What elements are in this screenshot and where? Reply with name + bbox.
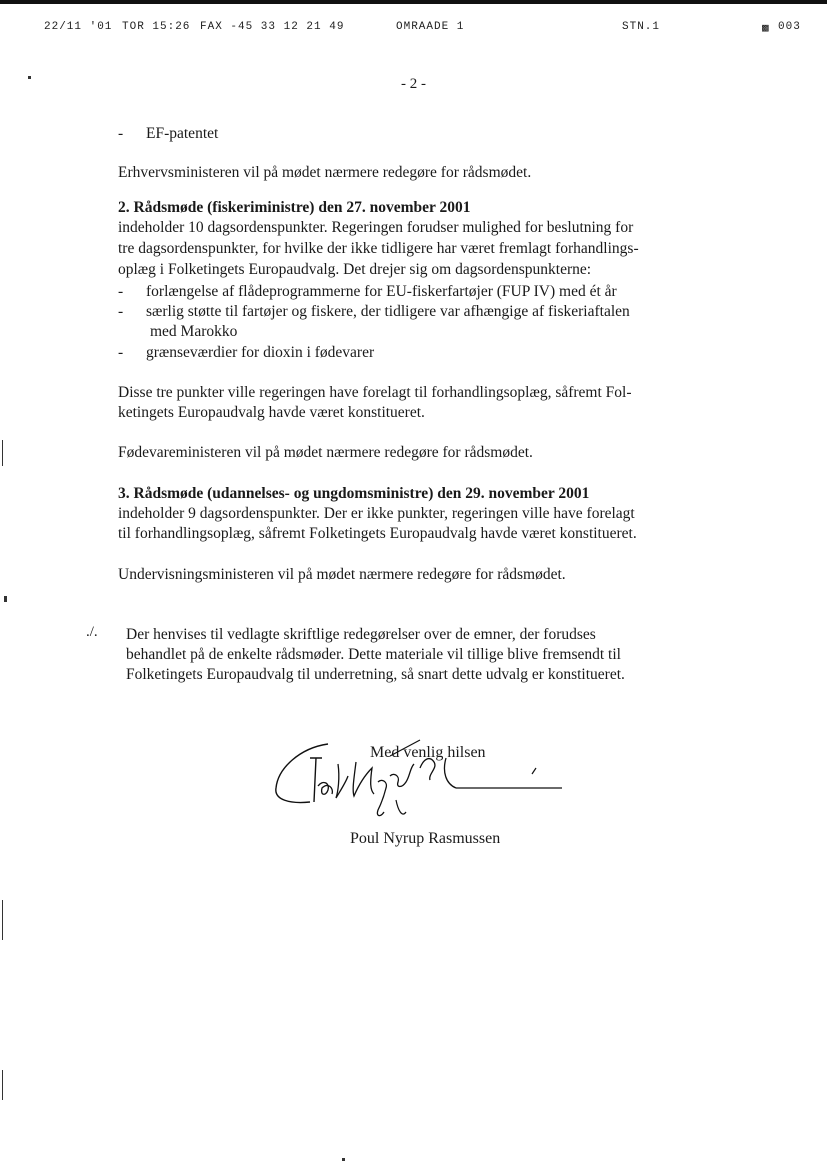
top-rule xyxy=(0,0,827,4)
paragraph-line: Disse tre punkter ville regeringen have forelagt til forhandlingsoplæg, såfremt Fol- xyxy=(118,384,632,401)
fax-number: FAX -45 33 12 21 49 xyxy=(200,21,345,33)
paragraph-line: Folketingets Europaudvalg til underretning, så snart dette udvalg er konstitueret. xyxy=(126,666,625,683)
fax-receiver: STN.1 xyxy=(622,21,661,33)
fax-page: 003 xyxy=(778,21,801,33)
handwritten-signature xyxy=(270,738,570,828)
paragraph: Fødevareministeren vil på mødet nærmere redegøre for rådsmødet. xyxy=(118,444,533,461)
list-dash: - xyxy=(118,125,124,142)
scan-speck xyxy=(28,76,31,79)
fax-day-time: TOR 15:26 xyxy=(122,21,191,33)
paragraph-line: indeholder 9 dagsordenspunkter. Der er ikke punkter, regeringen ville have forelagt xyxy=(118,505,635,522)
scan-speck xyxy=(2,440,3,466)
list-item-text: grænseværdier for dioxin i fødevarer xyxy=(146,344,375,361)
enclosure-mark: ./. xyxy=(86,624,98,640)
paragraph-line: indeholder 10 dagsordenspunkter. Regeringen forudser mulighed for beslutning for xyxy=(118,219,634,236)
fax-date: 22/11 '01 xyxy=(44,21,113,33)
fax-page-icon: ▩ xyxy=(762,23,770,35)
section-heading: 3. Rådsmøde (udannelses- og ungdomsministre) den 29. november 2001 xyxy=(118,485,590,502)
fax-sender: OMRAADE 1 xyxy=(396,21,465,33)
closing-greeting: Med venlig hilsen xyxy=(370,744,486,761)
paragraph-line: Der henvises til vedlagte skriftlige redegørelser over de emner, der forudses xyxy=(126,626,596,643)
list-item-text: særlig støtte til fartøjer og fiskere, der tidligere var afhængige af fiskeriaftalen xyxy=(146,303,630,320)
paragraph: Erhvervsministeren vil på mødet nærmere redegøre for rådsmødet. xyxy=(118,164,532,181)
paragraph-line: behandlet på de enkelte rådsmøder. Dette materiale vil tillige blive fremsendt til xyxy=(126,646,621,663)
paragraph-line: til forhandlingsoplæg, såfremt Folketingets Europaudvalg havde været konstitueret. xyxy=(118,525,637,542)
list-item-text: EF-patentet xyxy=(146,125,219,142)
scan-speck xyxy=(4,596,7,602)
scan-speck xyxy=(2,900,3,940)
scan-speck xyxy=(2,1070,3,1100)
paragraph: Undervisningsministeren vil på mødet nærmere redegøre for rådsmødet. xyxy=(118,566,566,583)
section-heading: 2. Rådsmøde (fiskeriministre) den 27. november 2001 xyxy=(118,199,471,216)
fax-header xyxy=(0,21,827,37)
list-item-text: forlængelse af flådeprogrammerne for EU-fiskerfartøjer (FUP IV) med ét år xyxy=(146,283,617,300)
paragraph-line: oplæg i Folketingets Europaudvalg. Det drejer sig om dagsordenspunkterne: xyxy=(118,261,592,278)
signer-name: Poul Nyrup Rasmussen xyxy=(350,830,501,847)
list-item-text: med Marokko xyxy=(150,323,238,340)
paragraph-line: tre dagsordenspunkter, for hvilke der ikke tidligere har været fremlagt forhandlings- xyxy=(118,240,639,257)
paragraph-line: ketingets Europaudvalg havde været konstitueret. xyxy=(118,404,425,421)
scan-speck xyxy=(342,1158,345,1161)
page-number: - 2 - xyxy=(401,76,426,92)
